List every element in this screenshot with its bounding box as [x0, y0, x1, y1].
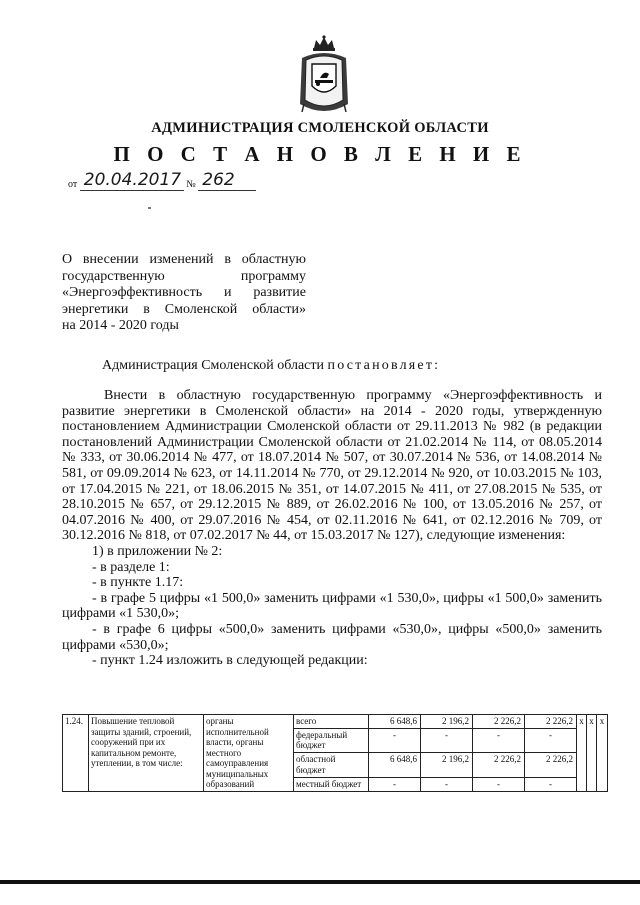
- value-cell: -: [369, 728, 421, 752]
- value-cell: 6 648,6: [369, 753, 421, 777]
- scan-speck: [148, 207, 151, 209]
- body-item: 1) в приложении № 2:: [92, 543, 223, 559]
- date-prefix: от: [68, 179, 78, 190]
- measure-name: Повышение тепловой защиты зданий, строений, сооружений при их капитальном ремонте, утеплении, в том числе:: [89, 715, 204, 792]
- document-type-title: П О С Т А Н О В Л Е Н И Е: [113, 142, 527, 166]
- preamble-text: Администрация Смоленской области: [102, 358, 325, 373]
- body-item: - пункт 1.24 изложить в следующей редакции:: [92, 653, 368, 669]
- value-cell: -: [421, 728, 473, 752]
- subject-line: энергетики в Смоленской области»: [62, 301, 306, 317]
- document-number: 262: [198, 170, 256, 191]
- subject-line: О внесении изменений в областную: [62, 252, 306, 267]
- body-item: - в пункте 1.17:: [92, 575, 184, 591]
- number-prefix: №: [186, 179, 196, 190]
- scan-edge-bar: [0, 880, 640, 884]
- document-date: 20.04.2017: [80, 170, 184, 191]
- value-cell: -: [525, 777, 577, 791]
- value-cell: 2 226,2: [525, 753, 577, 777]
- subject-line: государственную программу: [62, 268, 306, 284]
- document-body: [62, 388, 602, 669]
- value-cell: -: [369, 777, 421, 791]
- body-item: - в разделе 1:: [92, 559, 170, 575]
- value-cell: 2 196,2: [421, 753, 473, 777]
- value-cell: -: [525, 728, 577, 752]
- preamble: [102, 358, 440, 374]
- table: [62, 714, 608, 792]
- value-cell: 6 648,6: [369, 715, 421, 729]
- document-subject: [62, 252, 306, 335]
- funding-source: всего: [294, 715, 369, 729]
- funding-source: местный бюджет: [294, 777, 369, 791]
- value-cell: 2 226,2: [473, 715, 525, 729]
- preamble-verb: постановляет:: [327, 358, 441, 373]
- executor: органы исполнительной власти, органы местного самоуправления муниципальных образований: [204, 715, 294, 792]
- body-paragraph: - в графе 5 цифры «1 500,0» заменить цифрами «1 530,0», цифры «1 500,0» заменить цифрами «1 530,0»;: [62, 590, 602, 622]
- item-number: 1.24.: [63, 715, 89, 792]
- date-number-line: [68, 170, 256, 191]
- funding-source: областной бюджет: [294, 753, 369, 777]
- value-cell: 2 226,2: [525, 715, 577, 729]
- body-intro: Внести в областную государственную программу «Энергоэффективность и развитие энергетики в Смоленской области» на 2014 - 2020 годы, утвержденную постановлением Администрации Смоленской области от 29.11.2013 № 982 (в редакции постановлений Администрации Смоленской области от 21.02.2014 № 114, от 08.05.2014 № 333, от 30.06.2014 № 477, от 18.07.2014 № 507, от 30.07.2014 № 536, от 14.08.2014 № 581, от 09.09.2014 № 623, от 14.11.2014 № 770, от 29.12.2014 № 920, от 10.03.2015 № 103, от 17.04.2015 № 221, от 18.06.2015 № 351, от 14.07.2015 № 411, от 27.08.2015 № 535, от 28.10.2015 № 657, от 29.12.2015 № 889, от 26.02.2016 № 100, от 13.05.2016 № 257, от 04.07.2016 № 400, от 29.07.2016 № 454, от 02.11.2016 № 641, от 02.12.2016 № 709, от 30.12.2016 № 818, от 07.02.2017 № 44, от 15.03.2017 № 127), следующие изменения:: [62, 388, 602, 544]
- organization-title: АДМИНИСТРАЦИЯ СМОЛЕНСКОЙ ОБЛАСТИ: [151, 120, 489, 136]
- value-cell: -: [421, 777, 473, 791]
- subject-line: «Энергоэффективность и развитие: [62, 285, 306, 300]
- value-cell: 2 226,2: [473, 753, 525, 777]
- value-cell: 2 196,2: [421, 715, 473, 729]
- table-row: [63, 715, 608, 729]
- program-table: [62, 714, 607, 792]
- body-paragraph: - в графе 6 цифры «500,0» заменить цифрами «530,0», цифры «500,0» заменить цифрами «530,0»;: [62, 621, 602, 653]
- coat-of-arms-emblem: [296, 34, 352, 120]
- x-cell: x: [587, 715, 597, 792]
- x-cell: x: [577, 715, 587, 792]
- value-cell: -: [473, 777, 525, 791]
- subject-line: на 2014 - 2020 годы: [62, 318, 179, 333]
- value-cell: -: [473, 728, 525, 752]
- x-cell: x: [597, 715, 608, 792]
- funding-source: федеральный бюджет: [294, 728, 369, 752]
